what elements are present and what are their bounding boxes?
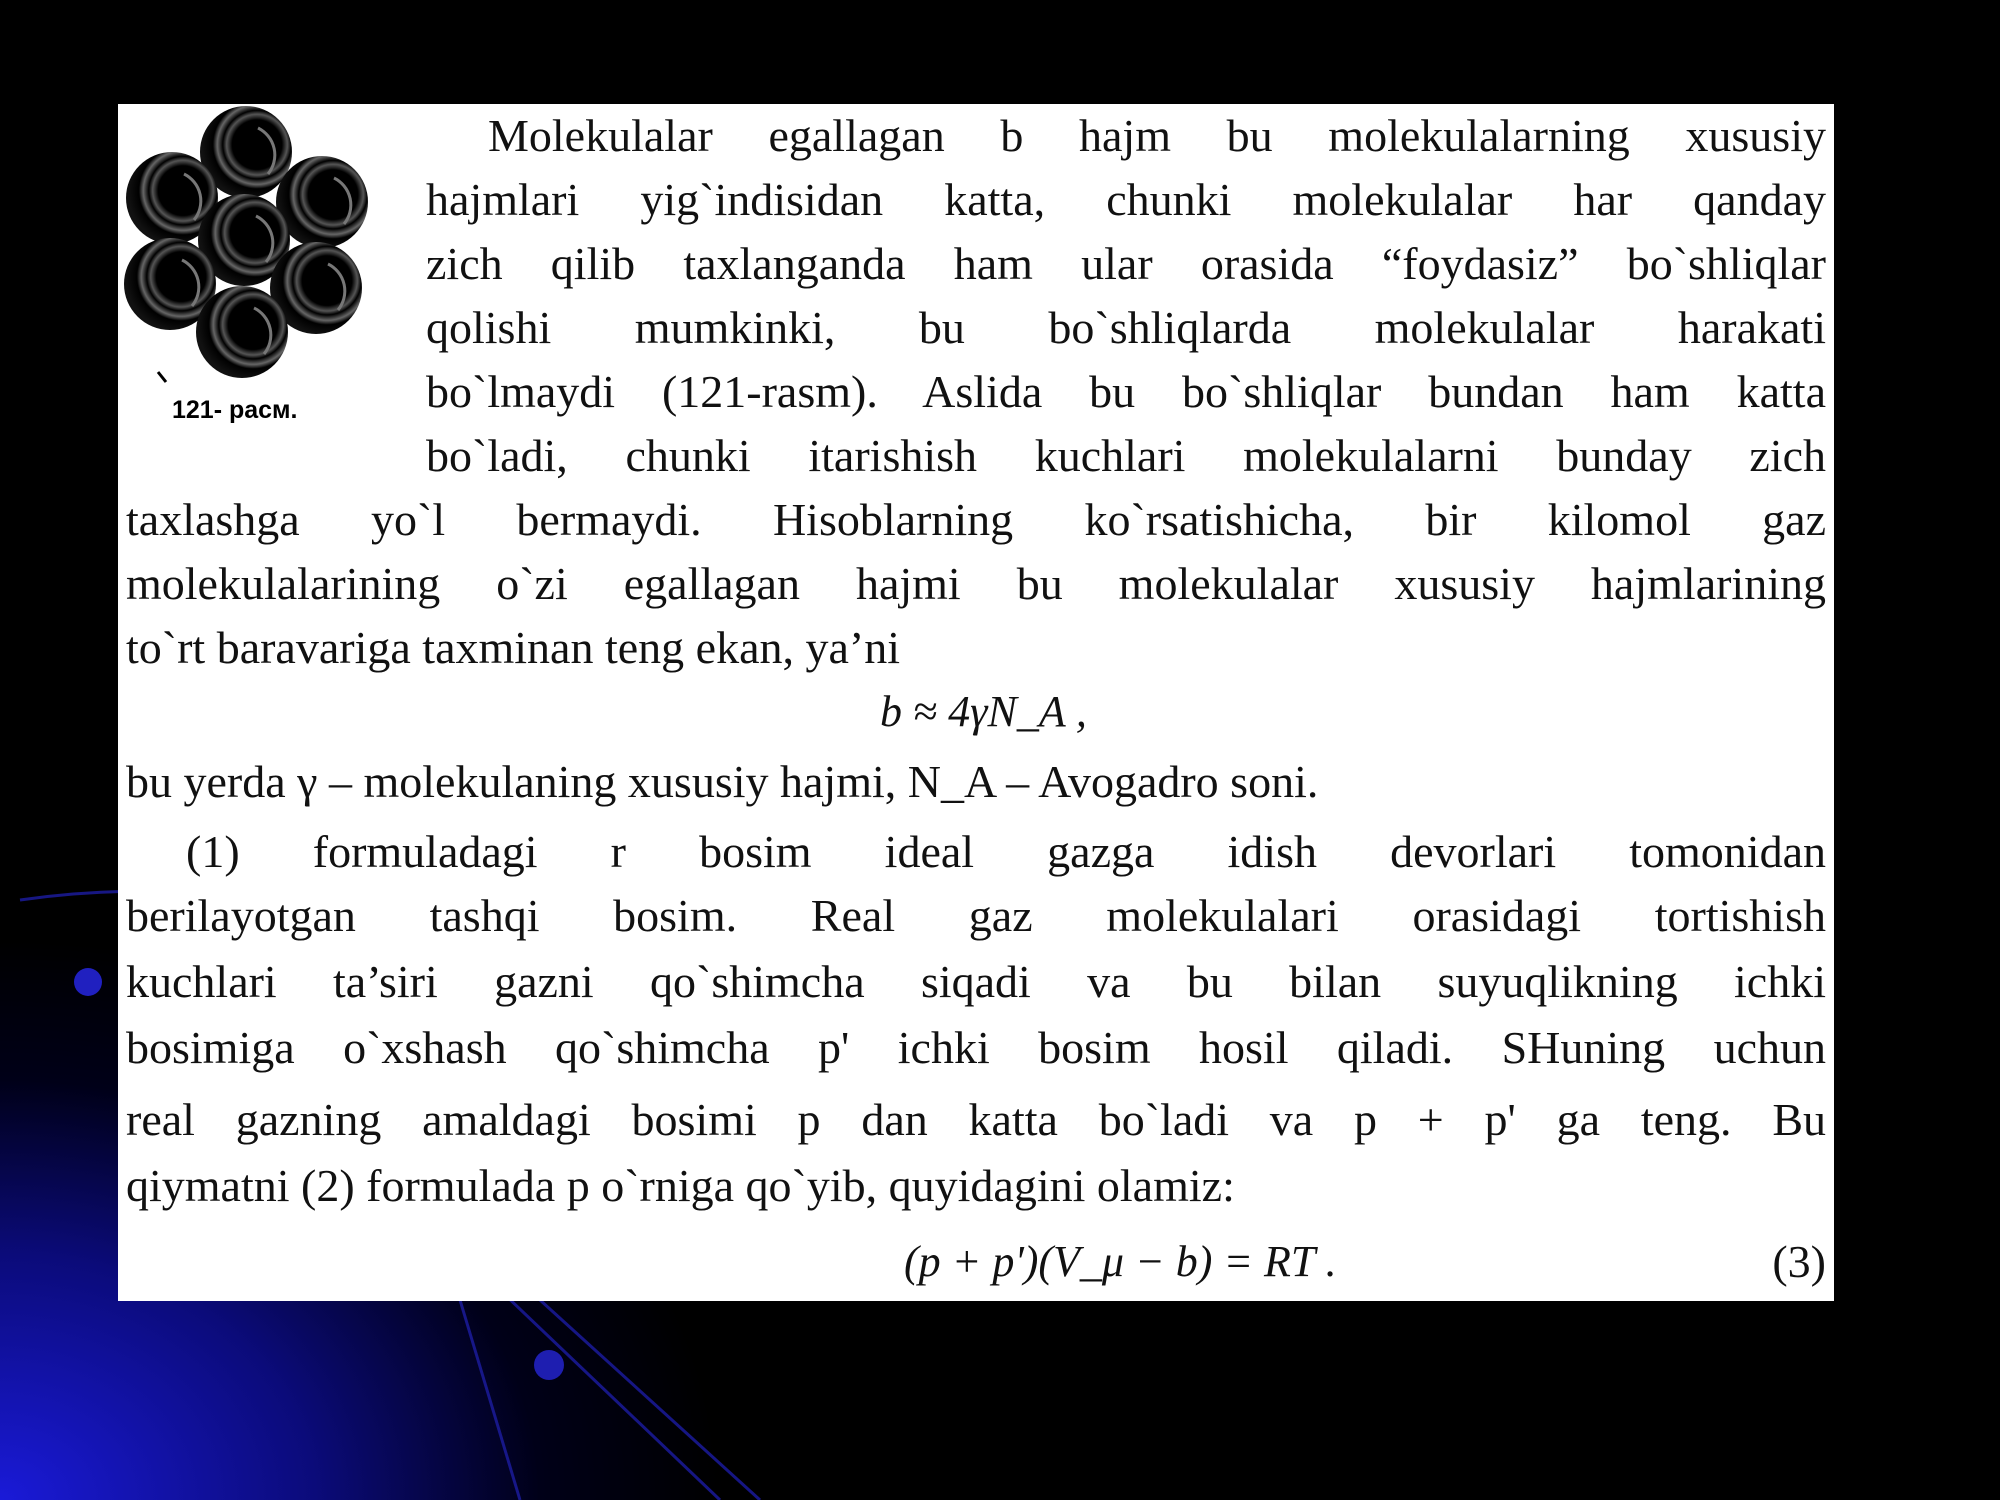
paragraph-line: hajmlari yig`indisidan katta, chunki molekulalar har qanday	[426, 174, 1826, 225]
paragraph-line: to`rt baravariga taxminan teng ekan, ya’ni	[126, 622, 901, 673]
paragraph-line: molekulalarining o`zi egallagan hajmi bu molekulalar xususiy hajmlarining	[126, 558, 1826, 609]
equation-number: (3)	[1772, 1236, 1826, 1287]
paragraph-line: berilayotgan tashqi bosim. Real gaz molekulalari orasidagi tortishish	[126, 890, 1826, 941]
document-panel	[118, 104, 1834, 1301]
blue-dot-decoration	[74, 968, 102, 996]
paragraph-line: bo`ladi, chunki itarishish kuchlari molekulalarni bunday zich	[426, 430, 1826, 481]
molecule-packing-icon	[118, 104, 418, 404]
paragraph-line: bo`lmaydi (121-rasm). Aslida bu bo`shliqlar bundan ham katta	[426, 366, 1826, 417]
formula-van-der-waals: (p + p')(V_μ − b) = RT .	[904, 1237, 1337, 1286]
paragraph-line: qolishi mumkinki, bu bo`shliqlarda molekulalar harakati	[426, 302, 1826, 353]
paragraph-line: qiymatni (2) formulada p o`rniga qo`yib, quyidagini olamiz:	[126, 1160, 1235, 1211]
paragraph-line: real gazning amaldagi bosimi p dan katta bo`ladi va p + p' ga teng. Bu	[126, 1094, 1826, 1145]
paragraph-line: Molekulalar egallagan b hajm bu molekulalarning xususiy	[488, 110, 1826, 161]
blue-dot-decoration	[534, 1350, 564, 1380]
paragraph-line: bosimiga o`xshash qo`shimcha p' ichki bosim hosil qiladi. SHuning uchun	[126, 1022, 1826, 1073]
paragraph-line: kuchlari ta’siri gazni qo`shimcha siqadi va bu bilan suyuqlikning ichki	[126, 956, 1826, 1007]
paragraph-line: (1) formuladagi r bosim ideal gazga idish devorlari tomonidan	[186, 826, 1826, 877]
figure-121	[118, 104, 418, 434]
definition-line: bu yerda γ – molekulaning xususiy hajmi, N_A – Avogadro soni.	[126, 756, 1319, 807]
formula-b-approx: b ≈ 4γN_A ,	[880, 687, 1087, 736]
figure-caption: 121- расм.	[172, 396, 298, 424]
paragraph-line: taxlashga yo`l bermaydi. Hisoblarning ko`rsatishicha, bir kilomol gaz	[126, 494, 1826, 545]
paragraph-line: zich qilib taxlanganda ham ular orasida “foydasiz” bo`shliqlar	[426, 238, 1826, 289]
